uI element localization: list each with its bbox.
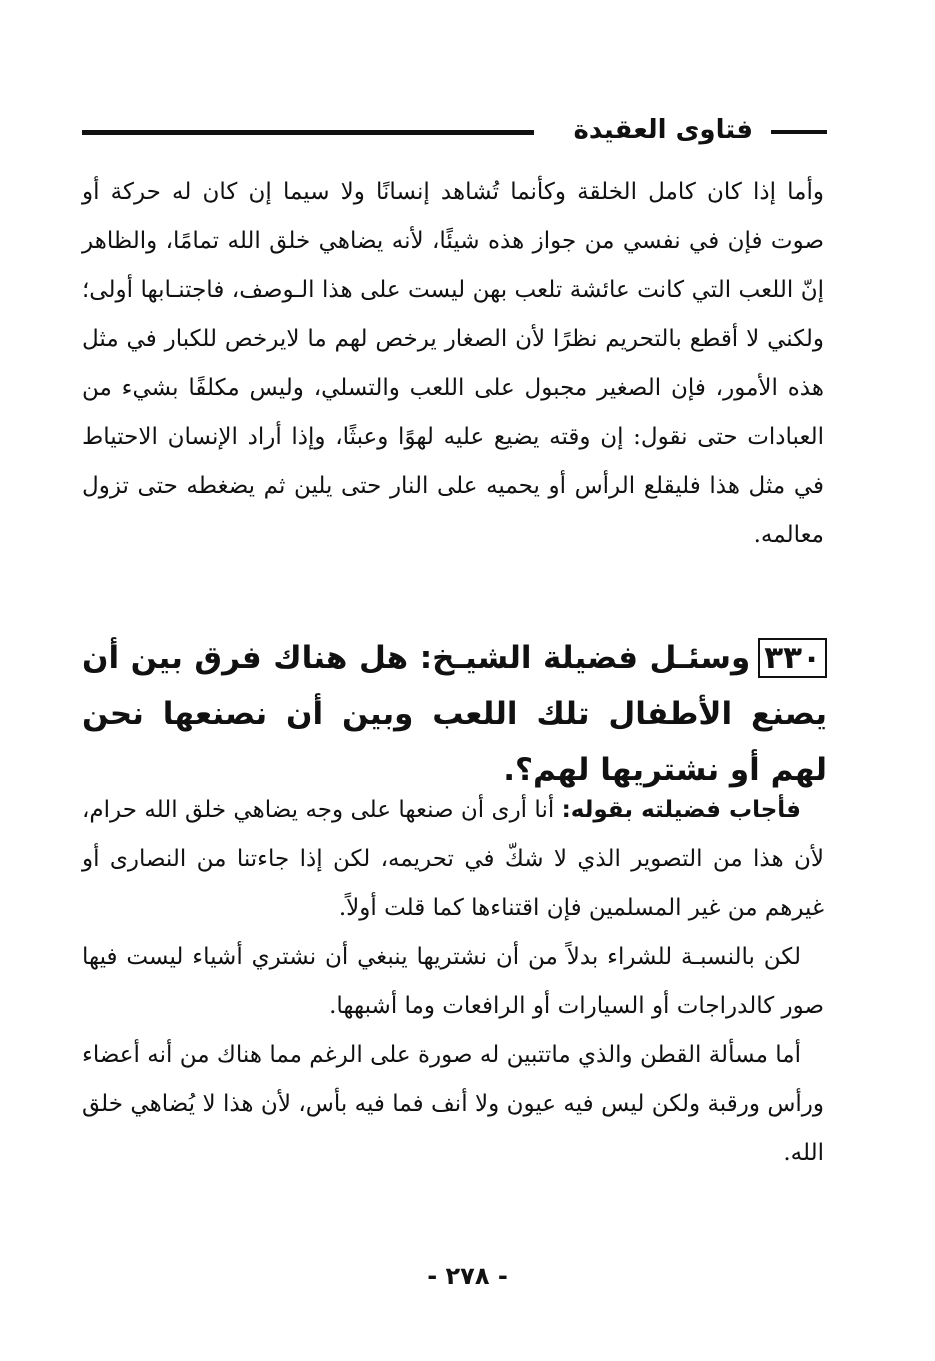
answer-text-1: أنا أرى أن صنعها على وجه يضاهي خلق الله حرام، لأن هذا من التصوير الذي لا شكّ في تحريمه، لكن إذا جاءتنا من النصارى أو غيرهم من غير المسلمين فإن اقتناءها كما قلت أولاً. — [82, 797, 824, 921]
question-text: وسئـل فضيلة الشيـخ: هل هناك فرق بين أن يصنع الأطفال تلك اللعب وبين أن نصنعها نحن لهم أو نشتريها لهم؟. — [82, 640, 827, 788]
answer-text-2: لكن بالنسبـة للشراء بدلاً من أن نشتريها ينبغي أن نشتري أشياء ليست فيها صور كالدراجات أو السيارات أو الرافعات وما أشبهها. — [82, 944, 824, 1019]
answer-paragraph-3 — [82, 1031, 824, 1178]
question-number: ٣٣٠ — [758, 638, 827, 678]
question-330 — [82, 630, 827, 798]
answer-paragraph-2 — [82, 933, 824, 1031]
paragraph-continuation: وأما إذا كان كامل الخلقة وكأنما تُشاهد إنسانًا ولا سيما إن كان له حركة أو صوت فإن في نفسي من جواز هذه شيئًا، لأنه يضاهي خلق الله تمامًا، والظاهر إنّ اللعب التي كانت عائشة تلعب بهن ليست على هذا الـوصف، فاجتنـابها أولى؛ ولكني لا أقطع بالتحريم نظرًا لأن الصغار يرخص لهم ما لايرخص للكبار في مثل هذه الأمور، فإن الصغير مجبول على اللعب والتسلي، وليس مكلفًا بشيء من العبادات حتى نقول: إن وقته يضيع عليه لهوًا وعبثًا، وإذا أراد الإنسان الاحتياط في مثل هذا فليقلع الرأس أو يحميه على النار حتى يلين ثم يضغطه حتى تزول معالمه. — [82, 179, 824, 548]
answer-paragraph-1 — [82, 786, 824, 933]
header-rule-left — [82, 130, 534, 135]
running-header — [82, 112, 827, 152]
header-rule-right — [771, 130, 827, 134]
answer-lead: فأجاب فضيلته بقوله: — [561, 797, 801, 823]
answer-text-3: أما مسألة القطن والذي ماتتبين له صورة على الرغم مما هناك من أنه أعضاء ورأس ورقبة ولكن ليس فيه عيون ولا أنف فما فيه بأس، لأن هذا لا يُضاهي خلق الله. — [82, 1042, 824, 1166]
book-title: فتاوى العقيدة — [573, 115, 753, 145]
page-number: - ٢٧٨ - — [427, 1262, 508, 1290]
